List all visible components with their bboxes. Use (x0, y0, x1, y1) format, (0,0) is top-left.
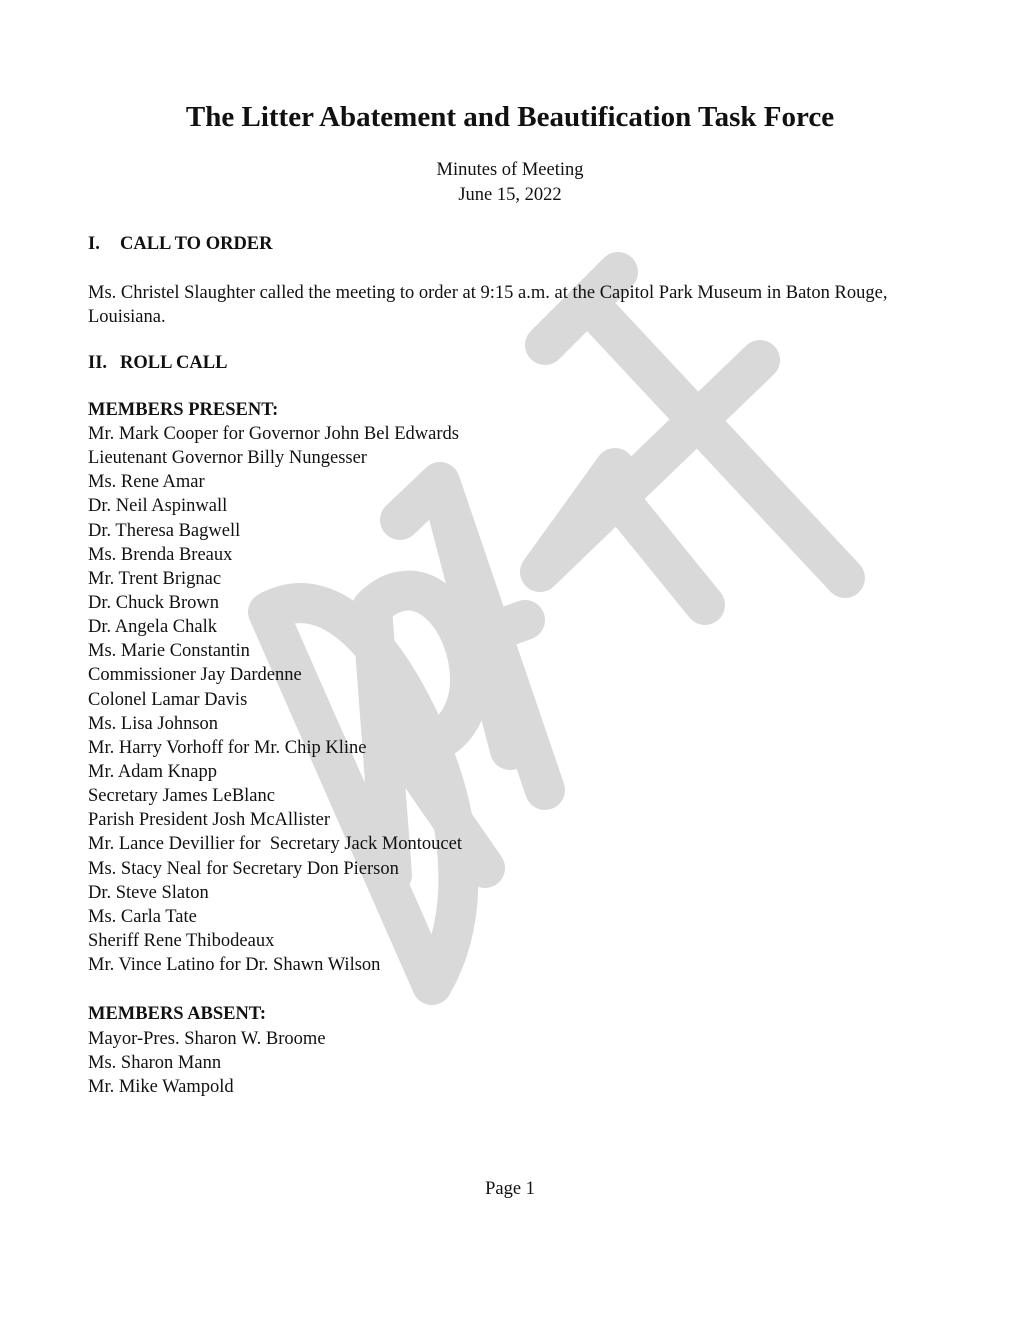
member-name: Mr. Harry Vorhoff for Mr. Chip Kline (88, 737, 367, 758)
member-name: Secretary James LeBlanc (88, 786, 275, 807)
member-name: Mr. Mark Cooper for Governor John Bel Edwards (88, 424, 459, 444)
section-number: II. (88, 353, 108, 373)
member-name: Dr. Steve Slaton (88, 882, 209, 903)
member-name: Mr. Vince Latino for Dr. Shawn Wilson (88, 955, 381, 976)
section-title: ROLL CALL (120, 353, 228, 373)
section-number: I. (88, 234, 100, 254)
section-heading-call-to-order (88, 232, 273, 256)
member-name: Dr. Neil Aspinwall (88, 496, 228, 517)
member-name: Dr. Chuck Brown (88, 592, 220, 613)
member-name: Sheriff Rene Thibodeaux (88, 930, 275, 951)
member-name: Ms. Marie Constantin (88, 641, 250, 662)
members-present-heading: MEMBERS PRESENT: (88, 400, 279, 420)
member-name: Mr. Lance Devillier for Secretary Jack Montoucet (88, 834, 462, 855)
member-name: Dr. Angela Chalk (88, 617, 217, 638)
document-title: The Litter Abatement and Beautification Task Force (185, 101, 835, 133)
member-name: Ms. Rene Amar (88, 472, 205, 493)
members-absent-list (88, 1027, 326, 1099)
member-name: Mr. Trent Brignac (88, 568, 222, 589)
member-name: Ms. Stacy Neal for Secretary Don Pierson (88, 858, 399, 879)
section-heading-roll-call (88, 351, 227, 375)
member-name: Ms. Lisa Johnson (88, 713, 219, 734)
member-name: Ms. Brenda Breaux (88, 544, 233, 565)
members-present-list (88, 422, 462, 977)
member-name: Mayor-Pres. Sharon W. Broome (88, 1029, 326, 1049)
member-name: Mr. Mike Wampold (88, 1077, 234, 1098)
members-absent-heading: MEMBERS ABSENT: (88, 1004, 267, 1024)
member-name: Ms. Sharon Mann (88, 1053, 222, 1074)
member-name: Dr. Theresa Bagwell (88, 520, 241, 541)
member-name: Ms. Carla Tate (88, 906, 197, 927)
page-number: Page 1 (485, 1179, 535, 1199)
meeting-date: June 15, 2022 (458, 185, 562, 205)
member-name: Parish President Josh McAllister (88, 810, 331, 831)
member-name: Mr. Adam Knapp (88, 761, 217, 782)
section-title: CALL TO ORDER (120, 234, 273, 254)
member-name: Colonel Lamar Davis (88, 689, 248, 710)
member-name: Lieutenant Governor Billy Nungesser (88, 448, 367, 469)
document-subtitle: Minutes of Meeting (436, 160, 584, 180)
call-to-order-paragraph: Ms. Christel Slaughter called the meeting to order at 9:15 a.m. at the Capitol Park Museum in Baton Rouge, Louisiana. (88, 283, 888, 327)
member-name: Commissioner Jay Dardenne (88, 665, 302, 686)
